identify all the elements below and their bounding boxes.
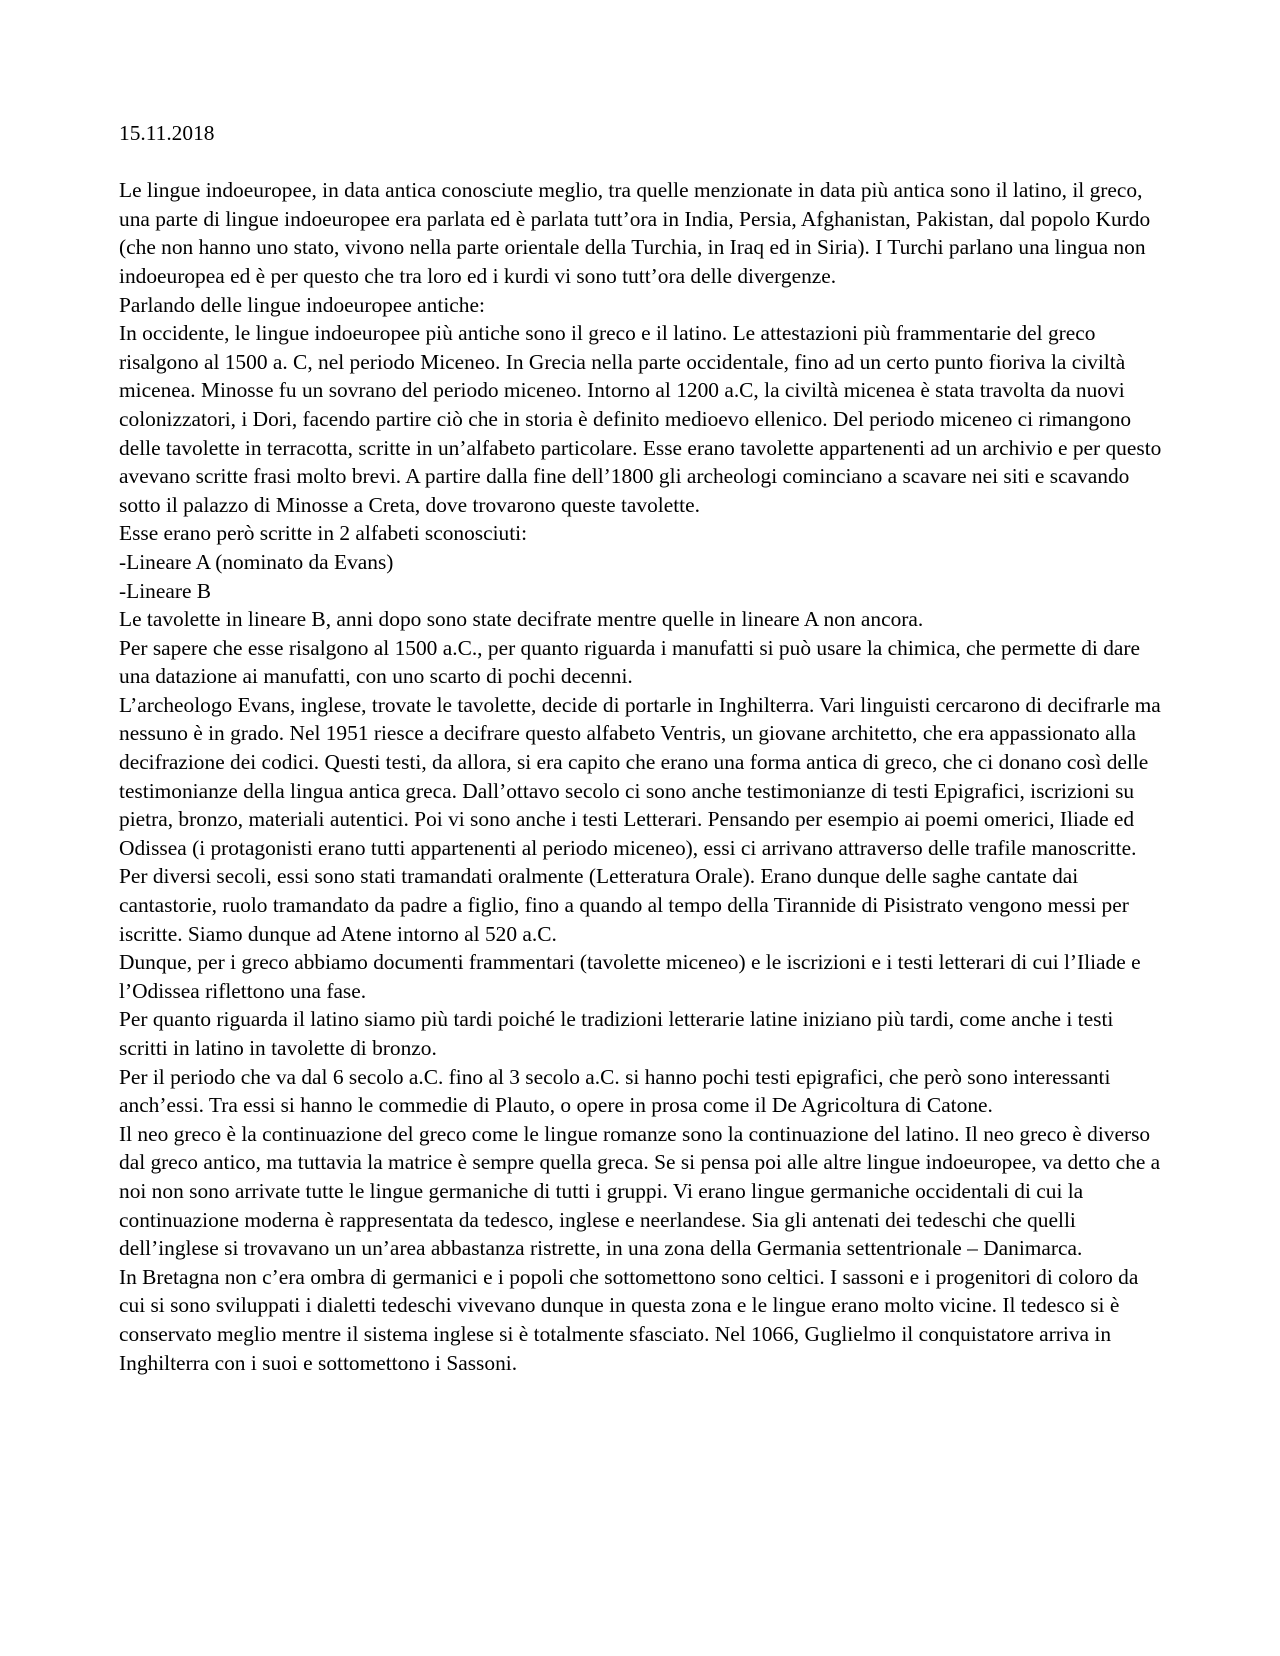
paragraph: Il neo greco è la continuazione del greco come le lingue romanze sono la continuazione del latino. Il neo greco è diverso dal greco antico, ma tuttavia la matrice è sempre quella greca. Se si pensa poi alle altre lingue indoeuropee, va detto che a noi non sono arrivate tutte le lingue germaniche di tutti i gruppi. Vi erano lingue germaniche occidentali di cui la continuazione moderna è rappresentata da tedesco, inglese e neerlandese. Sia gli antenati dei tedeschi che quelli dell’inglese si trovavano un un’area abbastanza ristrette, in una zona della Germania settentrionale – Danimarca. (119, 1121, 1161, 1261)
paragraph: Le lingue indoeuropee, in data antica conosciute meglio, tra quelle menzionate in data più antica sono il latino, il greco, una parte di lingue indoeuropee era parlata ed è parlata tutt’ora in India, Persia, Afghanistan, Pakistan, dal popolo Kurdo (che non hanno uno stato, vivono nella parte orientale della Turchia, in Iraq ed in Siria). I Turchi parlano una lingua non indoeuropea ed è per questo che tra loro ed i kurdi vi sono tutt’ora delle divergenze. (119, 178, 1151, 288)
paragraph: L’archeologo Evans, inglese, trovate le tavolette, decide di portarle in Inghilterra. Vari linguisti cercarono di decifrarle ma nessuno è in grado. Nel 1951 riesce a decifrare questo alfabeto Ventris, un giovane architetto, che era appassionato alla decifrazione dei codici. Questi testi, da allora, si era capito che erano una forma antica di greco, che ci donano così delle testimonianze della lingua antica greca. Dall’ottavo secolo ci sono anche testimonianze di testi Epigrafici, iscrizioni su pietra, bronzo, materiali autentici. Poi vi sono anche i testi Letterari. Pensando per esempio ai poemi omerici, Iliade ed Odissea (i protagonisti erano tutti appartenenti al periodo miceneo), essi ci arrivano attraverso delle trafile manoscritte. Per diversi secoli, essi sono stati tramandati oralmente (Letteratura Orale). Erano dunque delle saghe cantate dai cantastorie, ruolo tramandato da padre a figlio, fino a quando al tempo della Tirannide di Pisistrato vengono messi per iscritte. Siamo dunque ad Atene intorno al 520 a.C. (119, 692, 1161, 946)
list-item-linear-b: -Lineare B (119, 578, 212, 603)
document-date: 15.11.2018 (119, 121, 215, 145)
paragraph: Esse erano però scritte in 2 alfabeti sconosciuti: (119, 521, 528, 546)
paragraph: Per sapere che esse risalgono al 1500 a.C., per quanto riguarda i manufatti si può usare la chimica, che permette di dare una datazione ai manufatti, con uno scarto di pochi decenni. (119, 635, 1141, 689)
paragraph: Le tavolette in lineare B, anni dopo sono state decifrate mentre quelle in lineare A non ancora. (119, 607, 924, 632)
paragraph: In occidente, le lingue indoeuropee più antiche sono il greco e il latino. Le attestazioni più frammentarie del greco risalgono al 1500 a. C, nel periodo Miceneo. In Grecia nella parte occidentale, fino ad un certo punto fioriva la civiltà micenea. Minosse fu un sovrano del periodo miceneo. Intorno al 1200 a.C, la civiltà micenea è stata travolta da nuovi colonizzatori, i Dori, facendo partire ciò che in storia è definito medioevo ellenico. Del periodo miceneo ci rimangono delle tavolette in terracotta, scritte in un’alfabeto particolare. Esse erano tavolette appartenenti ad un archivio e per questo avevano scritte frasi molto brevi. A partire dalla fine dell’1800 gli archeologi cominciano a scavare nei siti e scavando sotto il palazzo di Minosse a Creta, dove trovarono queste tavolette. (119, 321, 1162, 517)
document-page (119, 119, 1165, 1377)
paragraph: Per quanto riguarda il latino siamo più tardi poiché le tradizioni letterarie latine iniziano più tardi, come anche i testi scritti in latino in tavolette di bronzo. (119, 1007, 1114, 1060)
paragraph: Per il periodo che va dal 6 secolo a.C. fino al 3 secolo a.C. si hanno pochi testi epigrafici, che però sono interessanti anch’essi. Tra essi si hanno le commedie di Plauto, o opere in prosa come il De Agricoltura di Catone. (119, 1064, 1111, 1118)
list-item-linear-a: -Lineare A (nominato da Evans) (119, 549, 394, 574)
paragraph: Dunque, per i greco abbiamo documenti frammentari (tavolette miceneo) e le iscrizioni e i testi letterari di cui l’Iliade e l’Odissea riflettono una fase. (119, 950, 1141, 1003)
paragraph: In Bretagna non c’era ombra di germanici e i popoli che sottomettono sono celtici. I sassoni e i progenitori di coloro da cui si sono sviluppati i dialetti tedeschi vivevano dunque in questa zona e le lingue erano molto vicine. Il tedesco si è conservato meglio mentre il sistema inglese si è totalmente sfasciato. Nel 1066, Guglielmo il conquistatore arriva in Inghilterra con i suoi e sottomettono i Sassoni. (119, 1264, 1139, 1375)
paragraph: Parlando delle lingue indoeuropee antiche: (119, 292, 485, 317)
blank-line (119, 148, 1165, 177)
